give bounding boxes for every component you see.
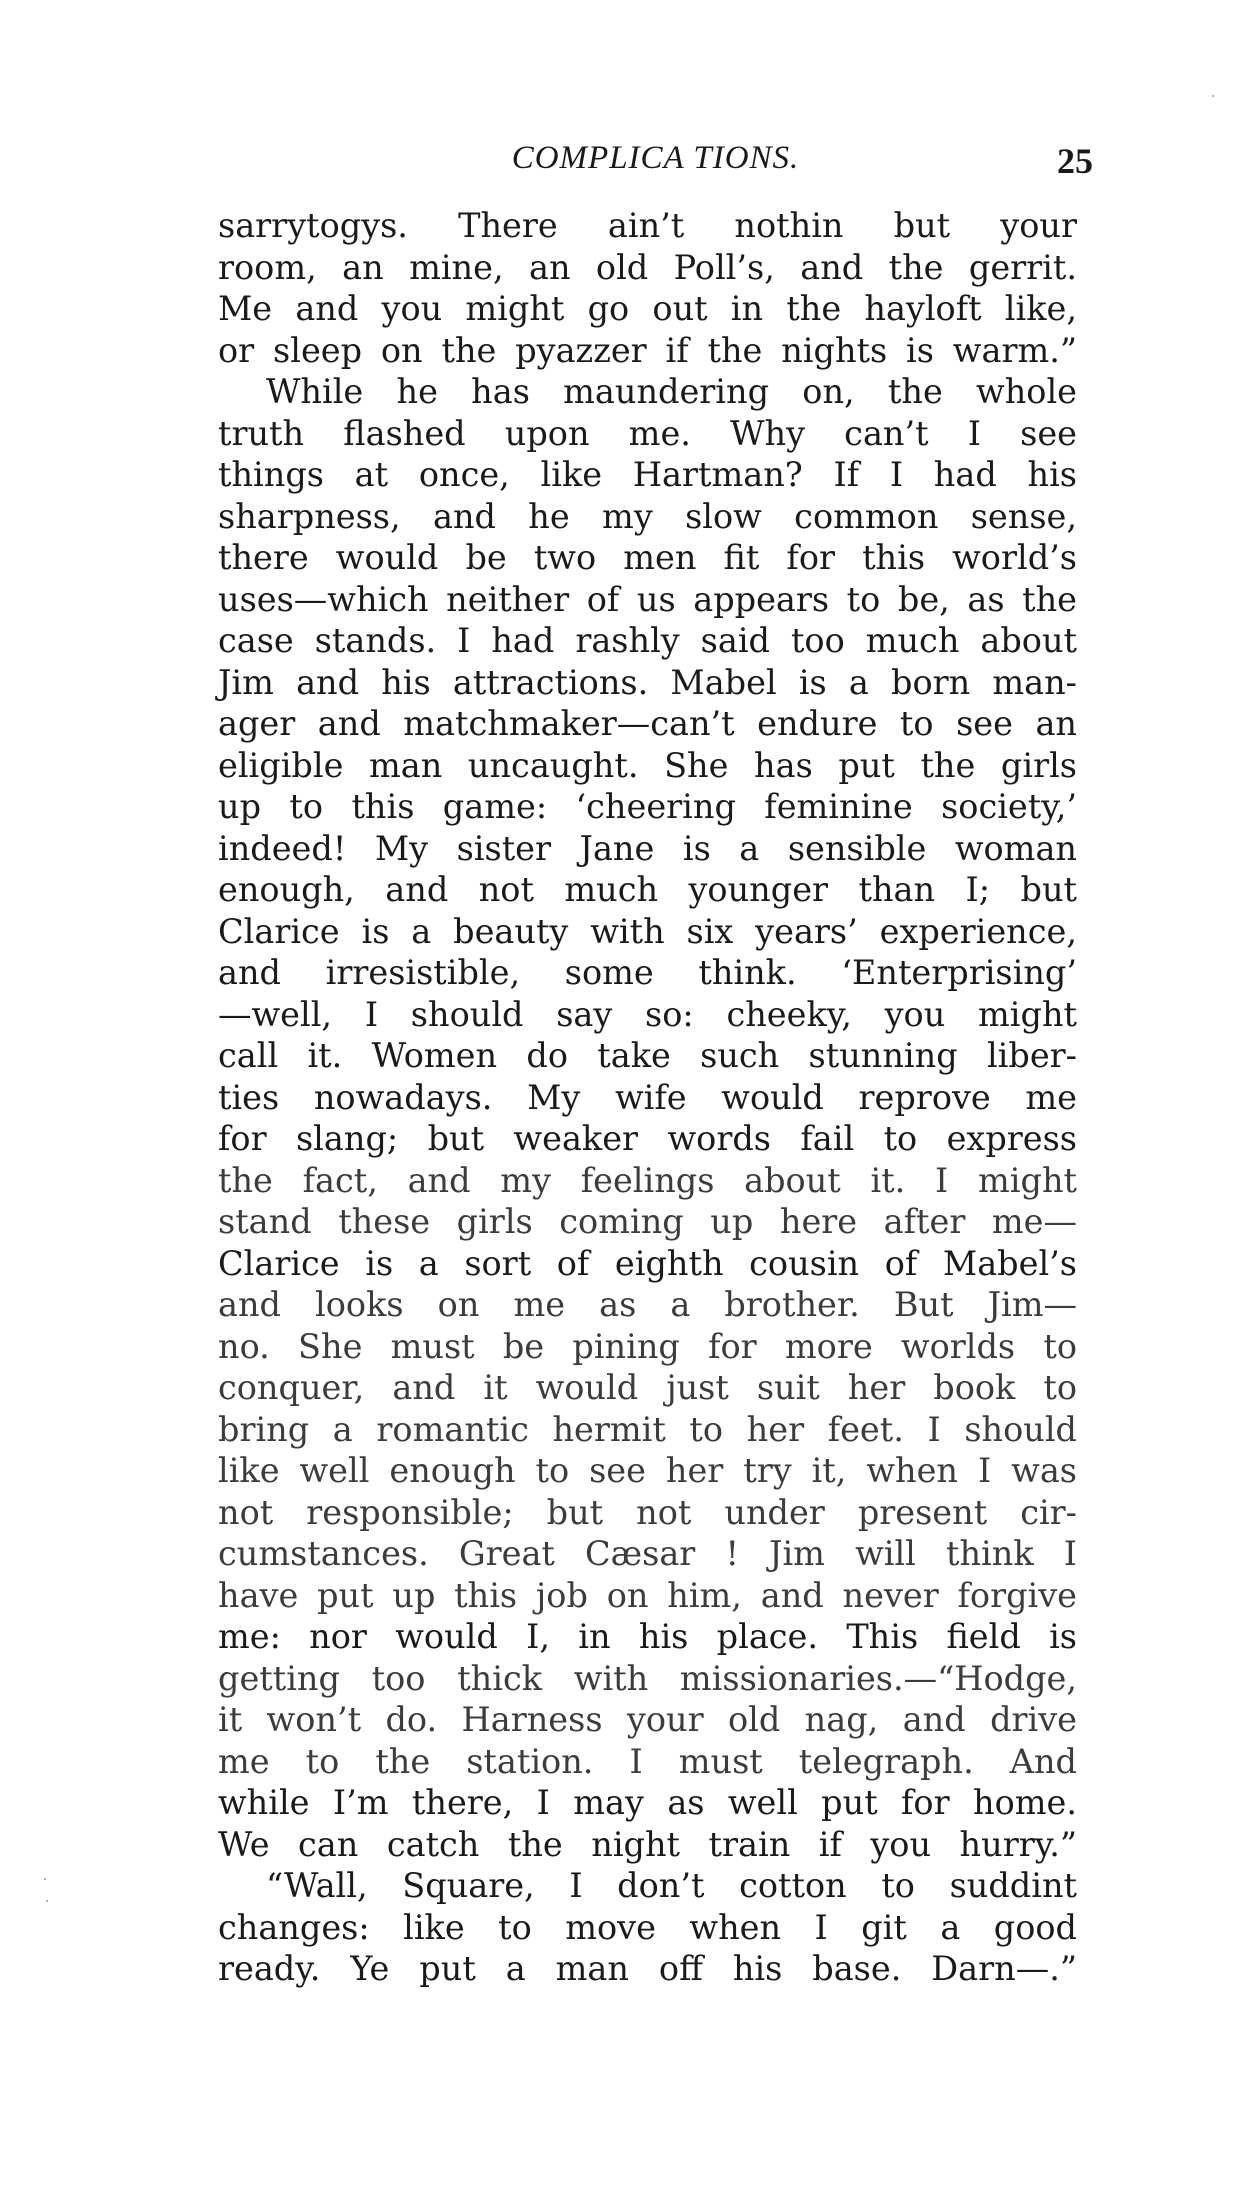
text-line: it won’t do. Harness your old nag, and drive [218, 1700, 1077, 1739]
text-line: no. She must be pining for more worlds to [218, 1326, 1077, 1366]
text-line: Clarice is a sort of eighth cousin of Mabel’s [218, 1243, 1077, 1283]
text-line: ready. Ye put a man off his base. Darn—.” [218, 1949, 1077, 1988]
text-line: have put up this job on him, and never forgive [218, 1575, 1077, 1615]
text-line: me to the station. I must telegraph. And [218, 1741, 1077, 1781]
text-line: there would be two men fit for this world’s [218, 538, 1077, 577]
text-line: the fact, and my feelings about it. I might [218, 1160, 1077, 1200]
text-line: call it. Women do take such stunning liber- [218, 1036, 1077, 1075]
text-line: like well enough to see her try it, when I was [218, 1451, 1077, 1490]
text-line: stand these girls coming up here after me— [218, 1202, 1077, 1241]
text-line: While he has maundering on, the whole [266, 372, 1077, 411]
text-line: for slang; but weaker words fail to express [218, 1119, 1077, 1158]
scan-speck [44, 1878, 46, 1880]
text-line: Me and you might go out in the hayloft like, [218, 289, 1077, 328]
text-line: indeed! My sister Jane is a sensible woman [218, 828, 1077, 868]
text-line: conquer, and it would just suit her book to [218, 1368, 1077, 1407]
text-line: case stands. I had rashly said too much about [218, 621, 1077, 660]
text-line: uses—which neither of us appears to be, as the [218, 579, 1077, 619]
scan-speck [1212, 95, 1214, 97]
text-line: and irresistible, some think. ‘Enterprising’ [218, 953, 1077, 992]
scan-speck [46, 1900, 48, 1902]
text-line: We can catch the night train if you hurry.” [218, 1824, 1077, 1864]
text-line: up to this game: ‘cheering feminine society,’ [218, 787, 1077, 826]
text-line: sharpness, and he my slow common sense, [218, 496, 1077, 536]
page-number: 25 [1057, 141, 1093, 181]
paragraph [218, 1865, 1077, 1990]
text-line: or sleep on the pyazzer if the nights is warm.” [218, 330, 1077, 370]
text-line: ties nowadays. My wife would reprove me [218, 1077, 1077, 1117]
text-line: ager and matchmaker—can’t endure to see an [218, 704, 1077, 743]
text-line: while I’m there, I may as well put for home. [218, 1783, 1077, 1822]
text-line: enough, and not much younger than I; but [218, 870, 1077, 909]
body-text [218, 205, 1077, 1990]
text-line: “Wall, Square, I don’t cotton to suddint [266, 1866, 1077, 1905]
text-line: —well, I should say so: cheeky, you might [218, 994, 1077, 1034]
text-line: bring a romantic hermit to her feet. I should [218, 1409, 1077, 1449]
text-line: changes: like to move when I git a good [218, 1907, 1077, 1947]
text-line: Clarice is a beauty with six years’ experience, [218, 911, 1077, 951]
paragraph [218, 205, 1077, 371]
text-line: me: nor would I, in his place. This field is [218, 1617, 1077, 1656]
text-line: things at once, like Hartman? If I had his [218, 455, 1077, 494]
text-line: Jim and his attractions. Mabel is a born man- [218, 662, 1077, 702]
paragraph [218, 371, 1077, 1865]
text-line: not responsible; but not under present cir- [218, 1492, 1077, 1532]
text-line: cumstances. Great Cæsar ! Jim will think I [218, 1534, 1077, 1573]
text-line: sarrytogys. There ain’t nothin but your [218, 206, 1077, 245]
text-line: and looks on me as a brother. But Jim— [218, 1285, 1077, 1324]
running-title: COMPLICA TIONS. [511, 140, 800, 176]
running-header [218, 140, 1093, 190]
text-line: getting too thick with missionaries.—“Hodge, [218, 1658, 1077, 1698]
text-line: eligible man uncaught. She has put the girls [218, 745, 1077, 785]
text-line: truth flashed upon me. Why can’t I see [218, 413, 1077, 453]
text-line: room, an mine, an old Poll’s, and the gerrit. [218, 247, 1077, 287]
